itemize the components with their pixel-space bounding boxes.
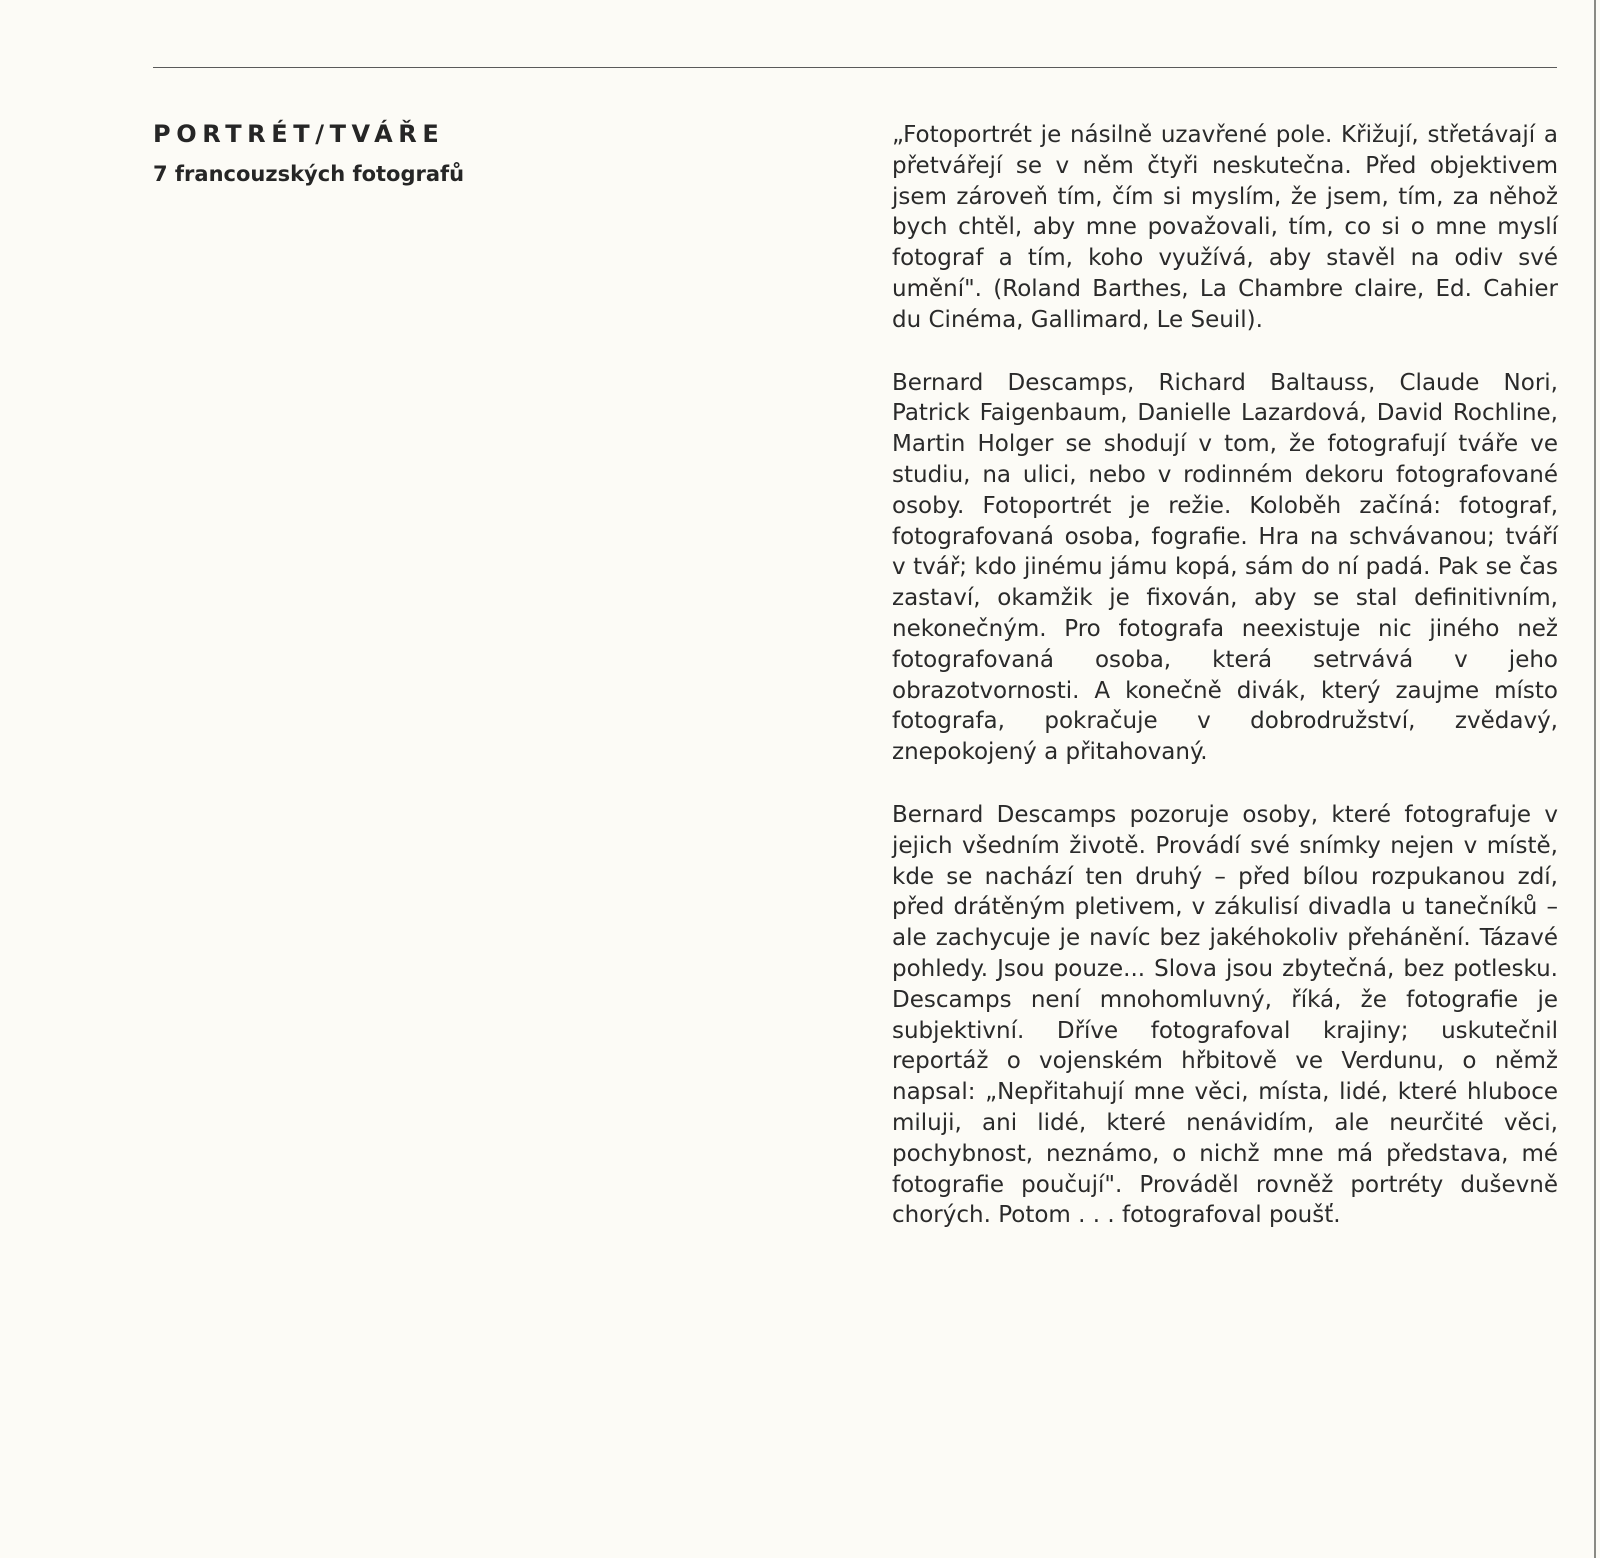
top-rule xyxy=(153,67,1557,68)
page-edge xyxy=(1594,0,1596,1558)
quote-paragraph: „Fotoportrét je násilně uzavřené pole. Křižují, střetávají a přetvářejí se v něm čtyři neskutečna. Před objektivem jsem zároveň tím, čím si myslím, že jsem, tím, za něhož bych chtěl, aby mne považovali, tím, co si o mne myslí fotograf a tím, koho využívá, aby stavěl na odiv své umění". (Roland Barthes, La Chambre claire, Ed. Cahier du Cinéma, Gallimard, Le Seuil). xyxy=(892,122,1558,333)
descamps-paragraph: Bernard Descamps pozoruje osoby, které fotografuje v jejich všedním životě. Provádí své snímky nejen v místě, kde se nachází ten druhý – před bílou rozpukanou zdí, před drátěným pletivem, v zákulisí divadla u tanečníků – ale zachycuje je navíc bez jakéhokoliv přehánění. Tázavé pohledy. Jsou pouze... Slova jsou zbytečná, bez potlesku. Descamps není mnohomluvný, říká, že fotografie je subjektivní. Dříve fotografoval krajiny; uskutečnil reportáž o vojenském hřbitově ve Verdunu, o němž napsal: „Nepřitahují mne věci, místa, lidé, které hluboce miluji, ani lidé, které nenávidím, ale neurčité věci, pochybnost, neznámo, o nichž mne má představa, mé fotografie poučují". Prováděl rovněž portréty duševně chorých. Potom . . . fotografoval poušť. xyxy=(892,801,1558,1229)
page-subtitle: 7 francouzských fotografů xyxy=(153,162,465,186)
body-text-column xyxy=(892,120,1558,1231)
photographers-paragraph: Bernard Descamps, Richard Baltauss, Claude Nori, Patrick Faigenbaum, Danielle Lazardová, David Rochline, Martin Holger se shodují v tom, že fotografují tváře ve studiu, na ulici, nebo v rodinném dekoru fotografované osoby. Fotoportrét je režie. Koloběh začíná: fotograf, fotografovaná osoba, fografie. Hra na schvávanou; tváří v tvář; kdo jinému jámu kopá, sám do ní padá. Pak se čas zastaví, okamžik je fixován, aby se stal definitivním, nekonečným. Pro fotografa neexistuje nic jiného než fotografovaná osoba, která setrvává v jeho obrazotvornosti. A konečně divák, který zaujme místo fotografa, pokračuje v dobrodružství, zvědavý, znepokojený a přitahovaný. xyxy=(892,369,1558,766)
page-title: PORTRÉT/TVÁŘE xyxy=(153,120,445,148)
